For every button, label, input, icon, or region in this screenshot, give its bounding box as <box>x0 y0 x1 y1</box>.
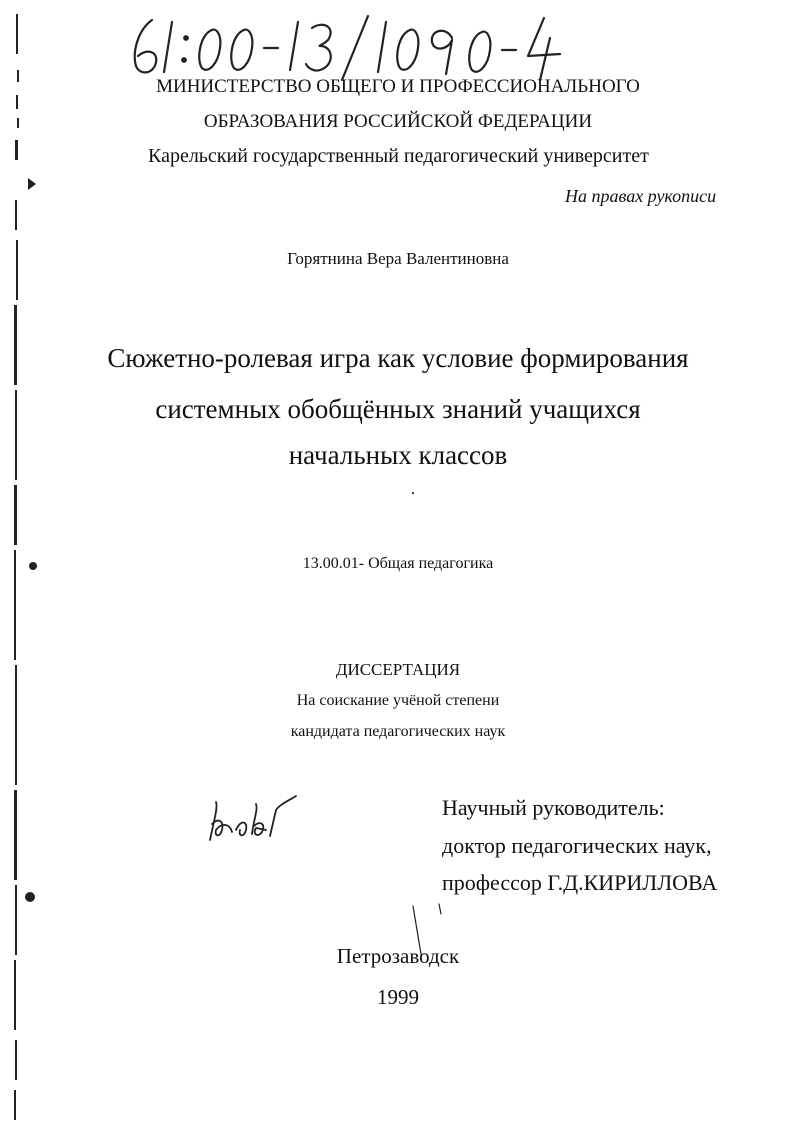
manuscript-rights: На правах рукописи <box>565 186 717 206</box>
year: 1999 <box>377 985 419 1009</box>
signature <box>200 790 300 850</box>
ministry-line-2: ОБРАЗОВАНИЯ РОССИЙСКОЙ ФЕДЕРАЦИИ <box>203 111 593 132</box>
advisor-degree: доктор педагогических наук, <box>442 833 712 858</box>
title-line-3: начальных классов <box>288 440 508 470</box>
author-name: Горятнина Вера Валентиновна <box>287 249 509 268</box>
title-line-2: системных обобщённых знаний учащихся <box>155 394 641 424</box>
degree-line-1: На соискание учёной степени <box>296 692 500 709</box>
city: Петрозаводск <box>336 944 460 968</box>
advisor-label: Научный руководитель: <box>442 795 665 820</box>
ministry-line-1: МИНИСТЕРСТВО ОБЩЕГО И ПРОФЕССИОНАЛЬНОГО <box>156 76 640 97</box>
university-name: Карельский государственный педагогический университет <box>148 145 649 167</box>
speck <box>412 492 414 494</box>
title-line-1: Сюжетно-ролевая игра как условие формирования <box>107 343 689 373</box>
specialty-code: 13.00.01- Общая педагогика <box>302 555 494 572</box>
advisor-name: профессор Г.Д.КИРИЛЛОВА <box>442 870 718 895</box>
document-type: ДИССЕРТАЦИЯ <box>335 660 461 679</box>
degree-line-2: кандидата педагогических наук <box>290 723 506 740</box>
